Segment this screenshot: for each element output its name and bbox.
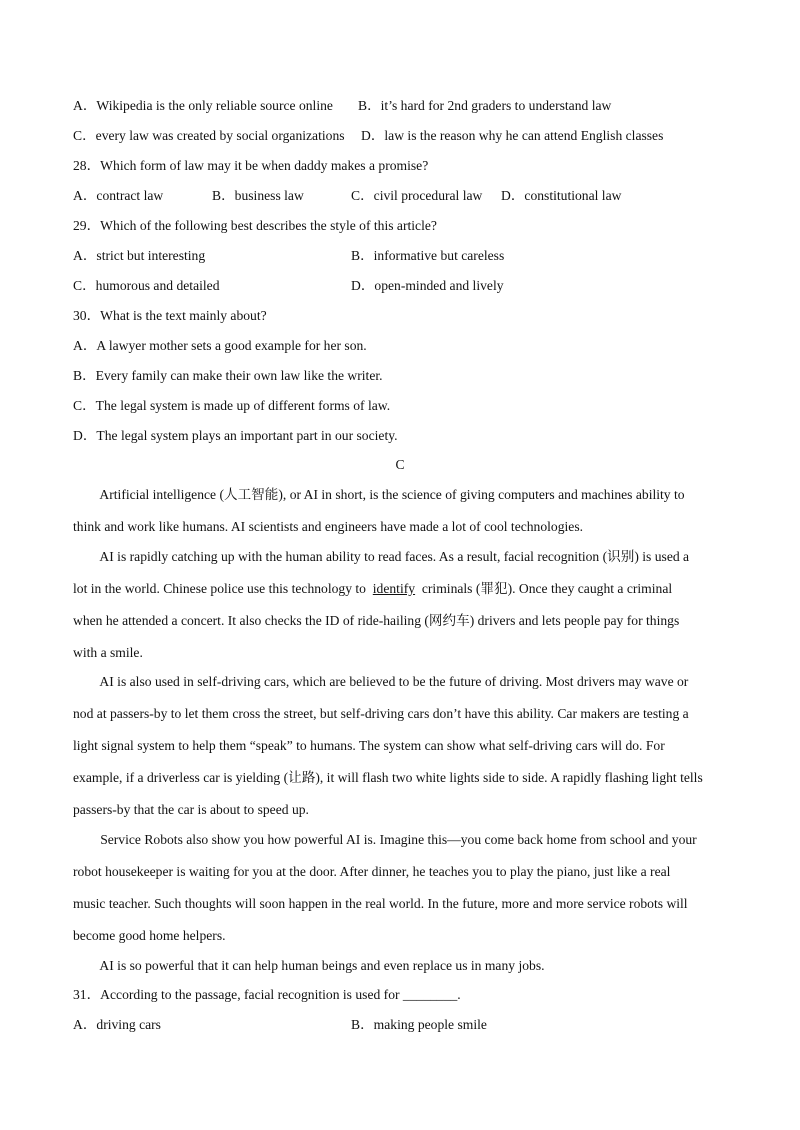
q29-option-d: D．open-minded and lively (351, 278, 504, 293)
q28-option-b: B．business law (212, 188, 304, 203)
p2-line-2-start: lot in the world. Chinese police use this technology to (73, 581, 373, 596)
p2-line-2-end: criminals (罪犯). Once they caught a criminal (415, 581, 673, 596)
q28-options-row (73, 187, 622, 205)
passage-p3-line-2: nod at passers-by to let them cross the street, but self-driving cars don’t have this ability. Car makers are testing a (73, 706, 689, 721)
q31-option-b: B．making people smile (351, 1017, 487, 1032)
passage-p2-line-3: when he attended a concert. It also checks the ID of ride-hailing (网约车) drivers and lets people pay for things (73, 613, 680, 628)
passage-p2-line-1: AI is rapidly catching up with the human ability to read faces. As a result, facial recognition (识别) is used a (73, 549, 690, 564)
q27-option-d: D．law is the reason why he can attend English classes (361, 128, 664, 143)
passage-p4-line-1: Service Robots also show you how powerful AI is. Imagine this—you come back home from school and your (73, 832, 697, 847)
q29-question: 29．Which of the following best describes the style of this article? (73, 218, 437, 233)
q29-option-a: A．strict but interesting (73, 248, 206, 263)
q27-options-row-2 (73, 127, 664, 145)
q27-options-row-1 (73, 97, 612, 115)
passage-p4-line-2: robot housekeeper is waiting for you at the door. After dinner, he teaches you to play the piano, just like a real (73, 864, 671, 879)
q30-option-c: C．The legal system is made up of different forms of law. (73, 398, 391, 413)
q29-options-row-2 (73, 277, 504, 295)
underlined-word-identify: identify (372, 581, 416, 596)
passage-p2-line-2 (73, 580, 728, 598)
passage-p3-line-4: example, if a driverless car is yielding (让路), it will flash two white lights side to side. A rapidly flashing light tells (73, 770, 703, 785)
q30-option-b: B．Every family can make their own law like the writer. (73, 368, 383, 383)
passage-p4-line-4: become good home helpers. (73, 928, 226, 943)
passage-p2-line-4: with a smile. (73, 645, 143, 660)
passage-p3-line-1: AI is also used in self-driving cars, which are believed to be the future of driving. Most drivers may wave or (73, 674, 689, 689)
q30-option-d: D．The legal system plays an important part in our society. (73, 428, 398, 443)
q27-option-c: C．every law was created by social organizations (73, 128, 345, 143)
q28-question: 28．Which form of law may it be when daddy makes a promise? (73, 158, 429, 173)
passage-p4-line-3: music teacher. Such thoughts will soon happen in the real world. In the future, more and more service robots will (73, 896, 688, 911)
passage-p3-line-3: light signal system to help them “speak” to humans. The system can show what self-driving cars will do. For (73, 738, 665, 753)
q28-option-d: D．constitutional law (501, 188, 622, 203)
q27-option-a: A．Wikipedia is the only reliable source online (73, 98, 333, 113)
q28-option-c: C．civil procedural law (351, 188, 483, 203)
passage-p5-line-1: AI is so powerful that it can help human beings and even replace us in many jobs. (73, 958, 545, 973)
q28-option-a: A．contract law (73, 188, 164, 203)
q31-option-a: A．driving cars (73, 1017, 161, 1032)
q29-options-row-1 (73, 247, 505, 265)
passage-p3-line-5: passers-by that the car is about to speed up. (73, 802, 309, 817)
passage-p1-line-2: think and work like humans. AI scientists and engineers have made a lot of cool technologies. (73, 519, 584, 534)
q29-option-c: C．humorous and detailed (73, 278, 220, 293)
q30-option-a: A．A lawyer mother sets a good example for her son. (73, 338, 367, 353)
q31-question: 31．According to the passage, facial recognition is used for ________. (73, 987, 461, 1002)
passage-p1-line-1: Artificial intelligence (人工智能), or AI in short, is the science of giving computers and machines ability to (73, 487, 685, 502)
q31-options-row (73, 1016, 487, 1034)
q30-question: 30．What is the text mainly about? (73, 308, 267, 323)
q29-option-b: B．informative but careless (351, 248, 505, 263)
passage-heading: C (395, 457, 405, 472)
q27-option-b: B．it’s hard for 2nd graders to understand law (358, 98, 612, 113)
